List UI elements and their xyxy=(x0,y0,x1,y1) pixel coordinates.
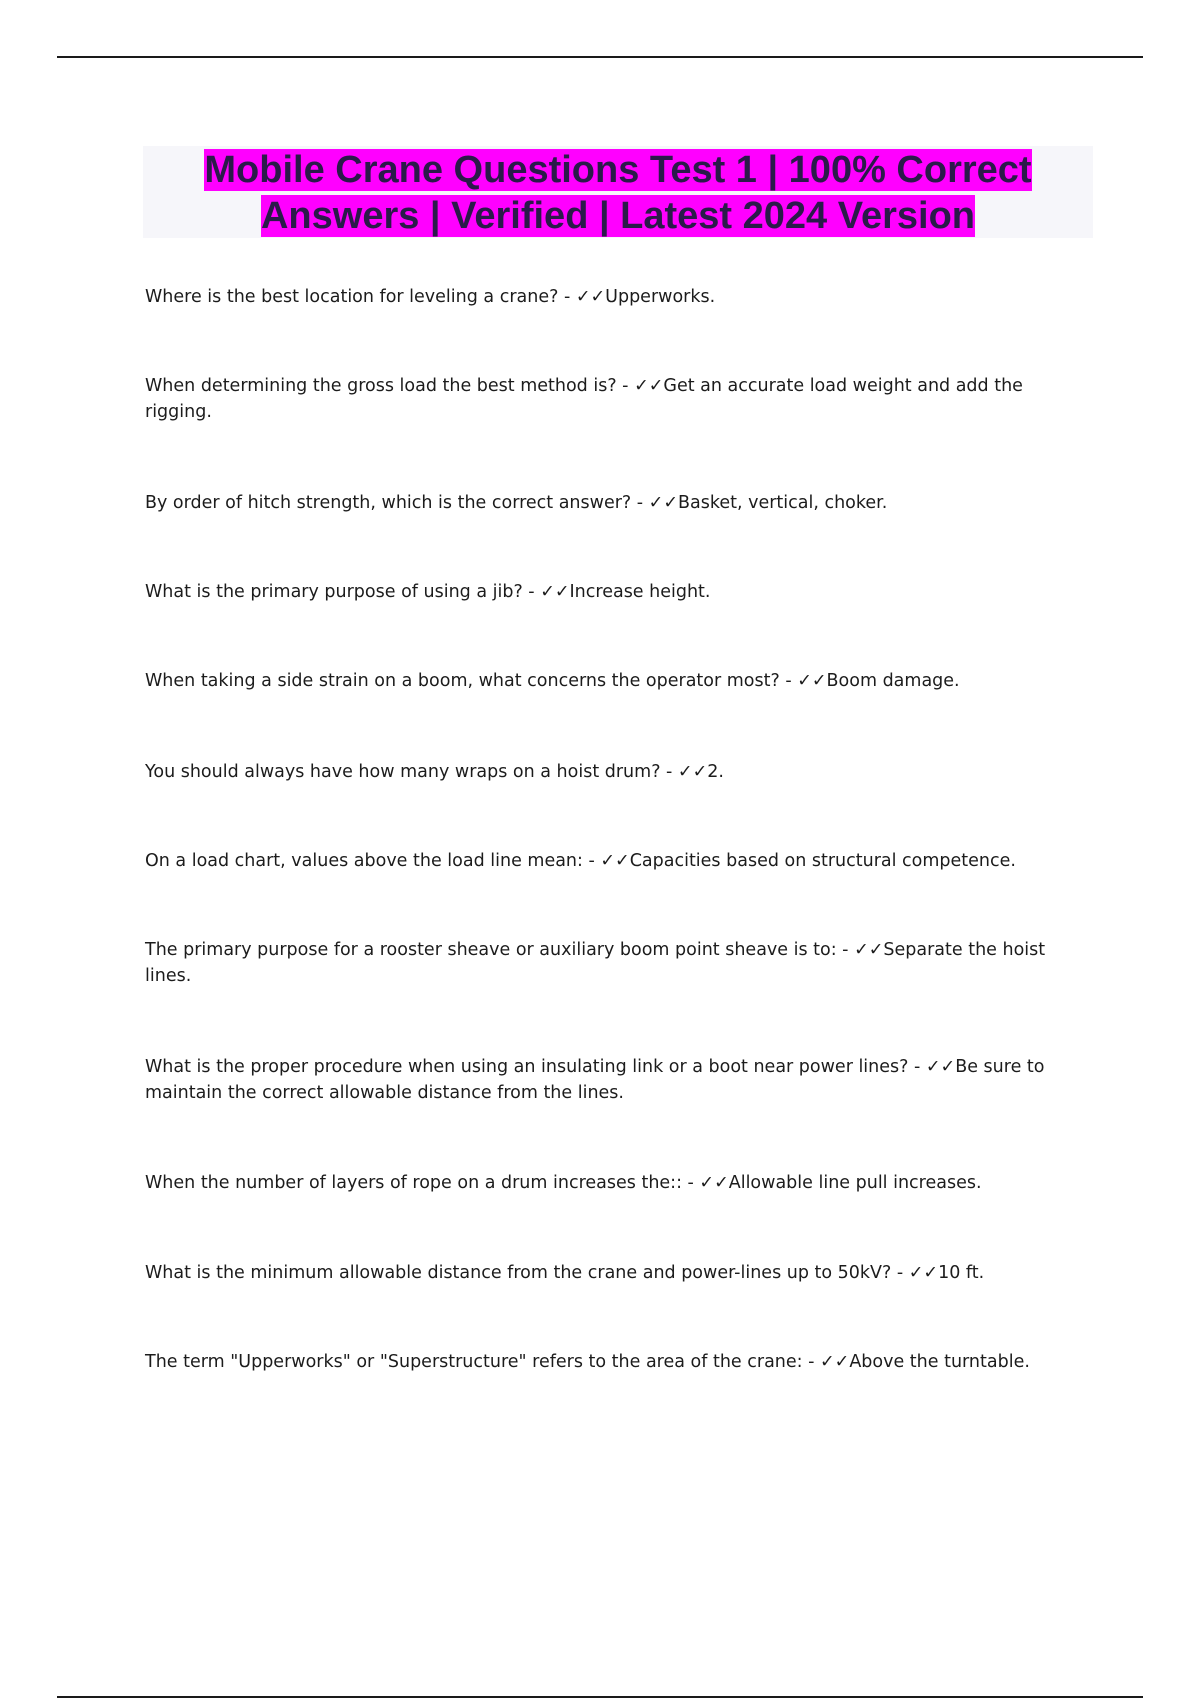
check-icon: ✓✓ xyxy=(854,940,884,960)
answer-text: Be sure to maintain the correct allowable distance from the lines. xyxy=(145,1057,1045,1103)
question-text: The term "Upperworks" or "Superstructure" refers to the area of the crane: - xyxy=(145,1352,820,1372)
question-text: The primary purpose for a rooster sheave or auxiliary boom point sheave is to: - xyxy=(145,940,855,960)
qa-item xyxy=(145,579,1085,605)
question-text: When the number of layers of rope on a drum increases the:: - xyxy=(145,1173,700,1193)
answer-text: Increase height. xyxy=(569,582,711,602)
check-icon: ✓✓ xyxy=(600,851,630,871)
title-banner xyxy=(143,146,1093,238)
answer-text: Separate the hoist lines. xyxy=(145,940,1046,986)
check-icon: ✓✓ xyxy=(699,1173,729,1193)
qa-item xyxy=(145,1349,1085,1375)
qa-item xyxy=(145,490,1085,516)
qa-item xyxy=(145,759,1085,785)
question-text: On a load chart, values above the load line mean: - xyxy=(145,851,601,871)
answer-text: Boom damage. xyxy=(826,671,960,691)
question-text: When taking a side strain on a boom, what concerns the operator most? - xyxy=(145,671,798,691)
question-text: What is the proper procedure when using an insulating link or a boot near power lines? - xyxy=(145,1057,926,1077)
qa-item xyxy=(145,848,1085,874)
check-icon: ✓✓ xyxy=(797,671,827,691)
answer-text: Basket, vertical, choker. xyxy=(677,493,888,513)
bottom-rule xyxy=(57,1696,1143,1698)
check-icon: ✓✓ xyxy=(575,287,606,307)
question-text: What is the primary purpose of using a jib? - xyxy=(145,582,541,602)
qa-item xyxy=(145,1054,1085,1106)
qa-item xyxy=(145,937,1085,989)
question-text: Where is the best location for leveling a crane? - xyxy=(145,287,576,307)
answer-text: Above the turntable. xyxy=(849,1352,1030,1372)
title-line-2: Answers | Verified | Latest 2024 Version xyxy=(260,195,976,237)
question-text: What is the minimum allowable distance from the crane and power-lines up to 50kV? - xyxy=(145,1263,909,1283)
qa-item xyxy=(145,1170,1085,1196)
check-icon: ✓✓ xyxy=(540,582,570,602)
answer-text: Allowable line pull increases. xyxy=(728,1173,982,1193)
qa-item xyxy=(145,668,1085,694)
qa-item xyxy=(145,1260,1085,1286)
check-icon: ✓✓ xyxy=(677,762,708,782)
check-icon: ✓✓ xyxy=(634,376,664,396)
qa-item xyxy=(145,373,1085,425)
question-text: When determining the gross load the best method is? - xyxy=(145,376,635,396)
answer-text: 10 ft. xyxy=(938,1263,985,1283)
question-text: You should always have how many wraps on a hoist drum? - xyxy=(145,762,678,782)
title-line-1: Mobile Crane Questions Test 1 | 100% Correct xyxy=(204,149,1032,191)
top-rule xyxy=(57,56,1143,58)
check-icon: ✓✓ xyxy=(648,493,678,513)
check-icon: ✓✓ xyxy=(820,1352,850,1372)
answer-text: Get an accurate load weight and add the rigging. xyxy=(145,376,1023,422)
qa-item xyxy=(145,284,1085,310)
answer-text: 2. xyxy=(707,762,724,782)
answer-text: Upperworks. xyxy=(605,287,716,307)
answer-text: Capacities based on structural competence. xyxy=(629,851,1016,871)
check-icon: ✓✓ xyxy=(925,1057,956,1077)
question-text: By order of hitch strength, which is the correct answer? - xyxy=(145,493,649,513)
check-icon: ✓✓ xyxy=(908,1263,939,1283)
document-title xyxy=(143,146,1093,239)
